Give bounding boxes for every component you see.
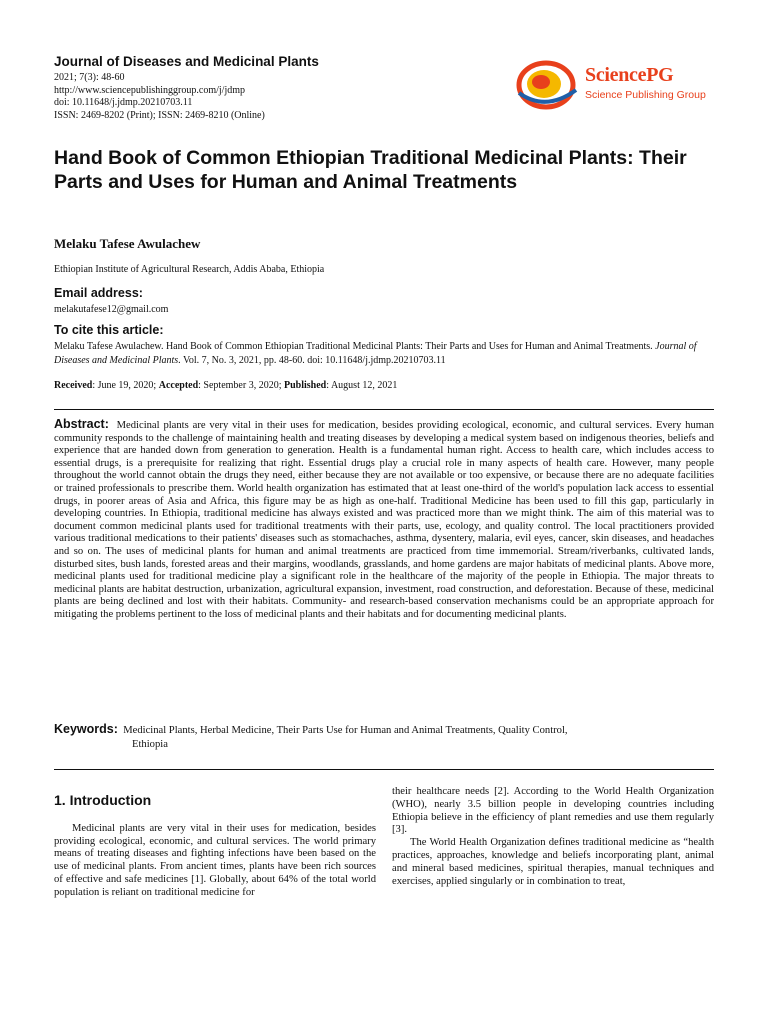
sciencepg-logo-icon	[516, 60, 582, 110]
author-email[interactable]: melakutafese12@gmail.com	[54, 304, 169, 315]
journal-header	[54, 54, 494, 122]
citation	[54, 340, 714, 368]
email-heading: Email address:	[54, 286, 143, 300]
author-affiliation: Ethiopian Institute of Agricultural Research, Addis Ababa, Ethiopia	[54, 264, 325, 275]
citation-journal: Journal of Diseases and Medicinal Plants	[54, 341, 697, 366]
cite-heading: To cite this article:	[54, 323, 164, 337]
journal-doi: doi: 10.11648/j.jdmp.20210703.11	[54, 97, 193, 108]
intro-paragraph-1: Medicinal plants are very vital in their uses for medication, besides providing ecological, economic, and cultural services. The world primary means of treating diseases and fighting infections have been based on the use of medicinal plants. From ancient times, plants have been rich sources of effective and safe medicines [1]. Globally, about 64% of the total world population is reliant on traditional medicine for	[54, 822, 376, 898]
journal-url[interactable]: http://www.sciencepublishinggroup.com/j/jdmp	[54, 84, 245, 96]
body-left-column	[54, 786, 376, 900]
citation-prefix: Melaku Tafese Awulachew. Hand Book of Common Ethiopian Traditional Medicinal Plants: Their Parts and Uses for Human and Animal Treatments.	[54, 341, 656, 352]
journal-issn: ISSN: 2469-8202 (Print); ISSN: 2469-8210 (Online)	[54, 109, 265, 121]
abstract-text: Medicinal plants are very vital in their uses for medication, besides providing ecological, economic, and cultural services. Every human community responds to the challenge of maintaining health and treating diseases by developing a medical system based on indigenous theories, beliefs and experience that are handed down from generation to generation. Health is a fundamental human right. Access to health care, which includes access to essential drugs, is a prerequisite for realizing that right. Essential drugs play a crucial role in many aspects of health care. However, many people throughout the world cannot obtain the drugs they need, either because they are not available or too expensive, or because there are no adequate facilities or trained professionals to prescribe them. World health organization has estimated that at least one-third of the world's population lack access to essential drugs, in poorer areas of Asia and Africa, this figure may be as high as one-half. Traditional Medicine has been used to fill this gap, particularly in developing countries. In Ethiopia, traditional medicine has always existed and was practiced more than we might think. The aim of this material was to document common medicinal plants used for traditional treatments with their parts, use, ecology, and quality control. The local practitioners provided various traditional medications to their patients' diseases such as stomachaches, asthma, dysentery, malaria, evil eyes, cancer, skin diseases, and headaches and so on. The uses of medicinal plants for human and animal treatments are practiced from time immemorial. Stream/riverbanks, cultivated lands, disturbed sites, bush lands, forested areas and their margins, woodlands, grasslands, and home gardens are major habitats of medicinal plants. Above more, medicinal plants used for traditional medicine play a significant role in the healthcare of the majority of the people in Ethiopia. The major threats to medicinal plants are habitat destruction, urbanization, agricultural expansion, investment, road construction, and deforestation. Because of these, medicinal plants are being declined and lost with their habitats. Community- and research-based conservation mechanisms could be an appropriate approach for mitigating the problems pertinent to the loss of medicinal plants and their habitats and for documenting medicinal plants.	[54, 420, 714, 620]
received-date: : June 19, 2020;	[92, 380, 159, 391]
divider-bottom	[54, 769, 714, 770]
keywords-line-2: Ethiopia	[132, 739, 168, 750]
journal-title: Journal of Diseases and Medicinal Plants	[54, 54, 319, 69]
body-right-column	[392, 786, 714, 888]
published-date: : August 12, 2021	[326, 380, 398, 391]
intro-paragraph-1-cont: their healthcare needs [2]. According to the World Health Organization (WHO), nearly 3.5 billion people in developing countries including Ethiopia believe in the efficiency of plant remedies and use them regularly [3].	[392, 786, 714, 836]
abstract	[54, 418, 714, 622]
keywords-line-1: Medicinal Plants, Herbal Medicine, Their Parts Use for Human and Animal Treatments, Quality Control,	[123, 725, 568, 736]
divider-top	[54, 409, 714, 410]
accepted-label: Accepted	[158, 380, 199, 391]
paper-title: Hand Book of Common Ethiopian Traditional Medicinal Plants: Their Parts and Uses for Human and Animal Treatments	[54, 147, 687, 193]
keywords-heading: Keywords:	[54, 722, 118, 736]
accepted-date: : September 3, 2020;	[198, 380, 284, 391]
section-heading-introduction: 1. Introduction	[54, 792, 152, 808]
intro-paragraph-2: The World Health Organization defines traditional medicine as “health practices, approaches, knowledge and beliefs incorporating plant, animal and mineral based medicines, spiritual therapies, manual techniques and exercises, applied singularly or in combination to treat,	[392, 837, 714, 887]
logo-subtext: Science Publishing Group	[585, 89, 706, 101]
published-label: Published	[283, 380, 327, 391]
citation-suffix: . Vol. 7, No. 3, 2021, pp. 48-60. doi: 10.11648/j.jdmp.20210703.11	[178, 355, 446, 366]
keywords	[54, 722, 714, 752]
sciencepg-logo	[516, 60, 716, 110]
journal-issue: 2021; 7(3): 48-60	[54, 72, 125, 83]
author-name: Melaku Tafese Awulachew	[54, 236, 201, 251]
abstract-heading: Abstract:	[54, 417, 109, 431]
logo-text: SciencePG	[585, 64, 674, 86]
received-label: Received	[54, 380, 93, 391]
publication-dates	[54, 380, 397, 391]
